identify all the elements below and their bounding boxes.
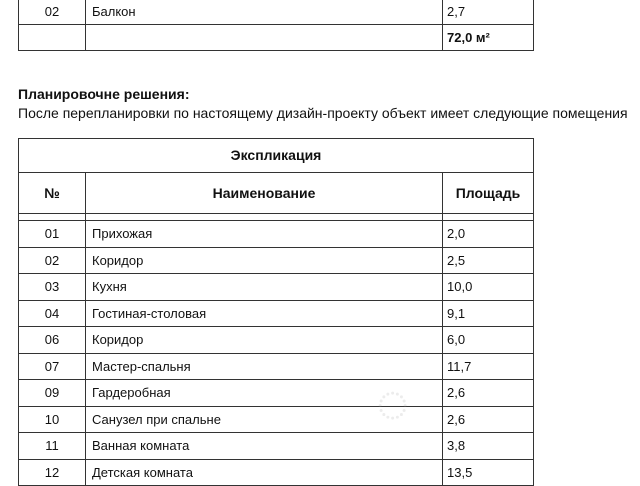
room-name: Мастер-спальня <box>86 353 443 380</box>
room-name: Гостиная-столовая <box>86 300 443 327</box>
row-number: 12 <box>19 459 86 486</box>
table-spacer-row <box>19 214 534 221</box>
table-row <box>19 433 534 460</box>
room-name <box>86 25 443 51</box>
spacer-cell <box>19 214 86 221</box>
table-row <box>19 327 534 354</box>
table-row <box>19 0 534 25</box>
table-row <box>19 247 534 274</box>
room-area: 10,0 <box>443 274 534 301</box>
header-number: № <box>19 173 86 214</box>
room-name: Коридор <box>86 247 443 274</box>
row-number: 04 <box>19 300 86 327</box>
room-area: 2,6 <box>443 380 534 407</box>
row-number: 11 <box>19 433 86 460</box>
top-area-table <box>18 0 534 51</box>
table-header-row <box>19 173 534 214</box>
room-area: 6,0 <box>443 327 534 354</box>
table-row <box>19 300 534 327</box>
room-name: Ванная комната <box>86 433 443 460</box>
room-name: Балкон <box>86 0 443 25</box>
table-row <box>19 353 534 380</box>
room-area: 2,0 <box>443 221 534 248</box>
row-number: 10 <box>19 406 86 433</box>
header-name: Наименование <box>86 173 443 214</box>
table-row <box>19 274 534 301</box>
row-number: 06 <box>19 327 86 354</box>
table-caption-row <box>19 139 534 173</box>
section-title: Планировочне решения: <box>18 86 190 102</box>
table-row <box>19 221 534 248</box>
table-caption: Экспликация <box>19 139 534 173</box>
row-number: 02 <box>19 247 86 274</box>
room-name: Санузел при спальне <box>86 406 443 433</box>
room-name: Коридор <box>86 327 443 354</box>
room-area: 11,7 <box>443 353 534 380</box>
total-row <box>19 25 534 51</box>
table-row <box>19 459 534 486</box>
room-name: Кухня <box>86 274 443 301</box>
table-row <box>19 406 534 433</box>
spacer-cell <box>443 214 534 221</box>
total-area: 72,0 м² <box>443 25 534 51</box>
room-area: 9,1 <box>443 300 534 327</box>
room-name: Гардеробная <box>86 380 443 407</box>
room-area: 2,5 <box>443 247 534 274</box>
table-row <box>19 380 534 407</box>
row-number: 09 <box>19 380 86 407</box>
spacer-cell <box>86 214 443 221</box>
room-name: Прихожая <box>86 221 443 248</box>
room-area: 13,5 <box>443 459 534 486</box>
row-number: 03 <box>19 274 86 301</box>
row-number: 01 <box>19 221 86 248</box>
room-area: 2,6 <box>443 406 534 433</box>
room-name: Детская комната <box>86 459 443 486</box>
watermark-logo: ◌ <box>376 371 410 434</box>
room-area: 3,8 <box>443 433 534 460</box>
header-area: Площадь <box>443 173 534 214</box>
row-number <box>19 25 86 51</box>
room-area: 2,7 <box>443 0 534 25</box>
section-text: После перепланировки по настоящему дизайн-проекту объект имеет следующие помещения <box>18 105 628 121</box>
row-number: 02 <box>19 0 86 25</box>
explication-table <box>18 138 534 486</box>
row-number: 07 <box>19 353 86 380</box>
